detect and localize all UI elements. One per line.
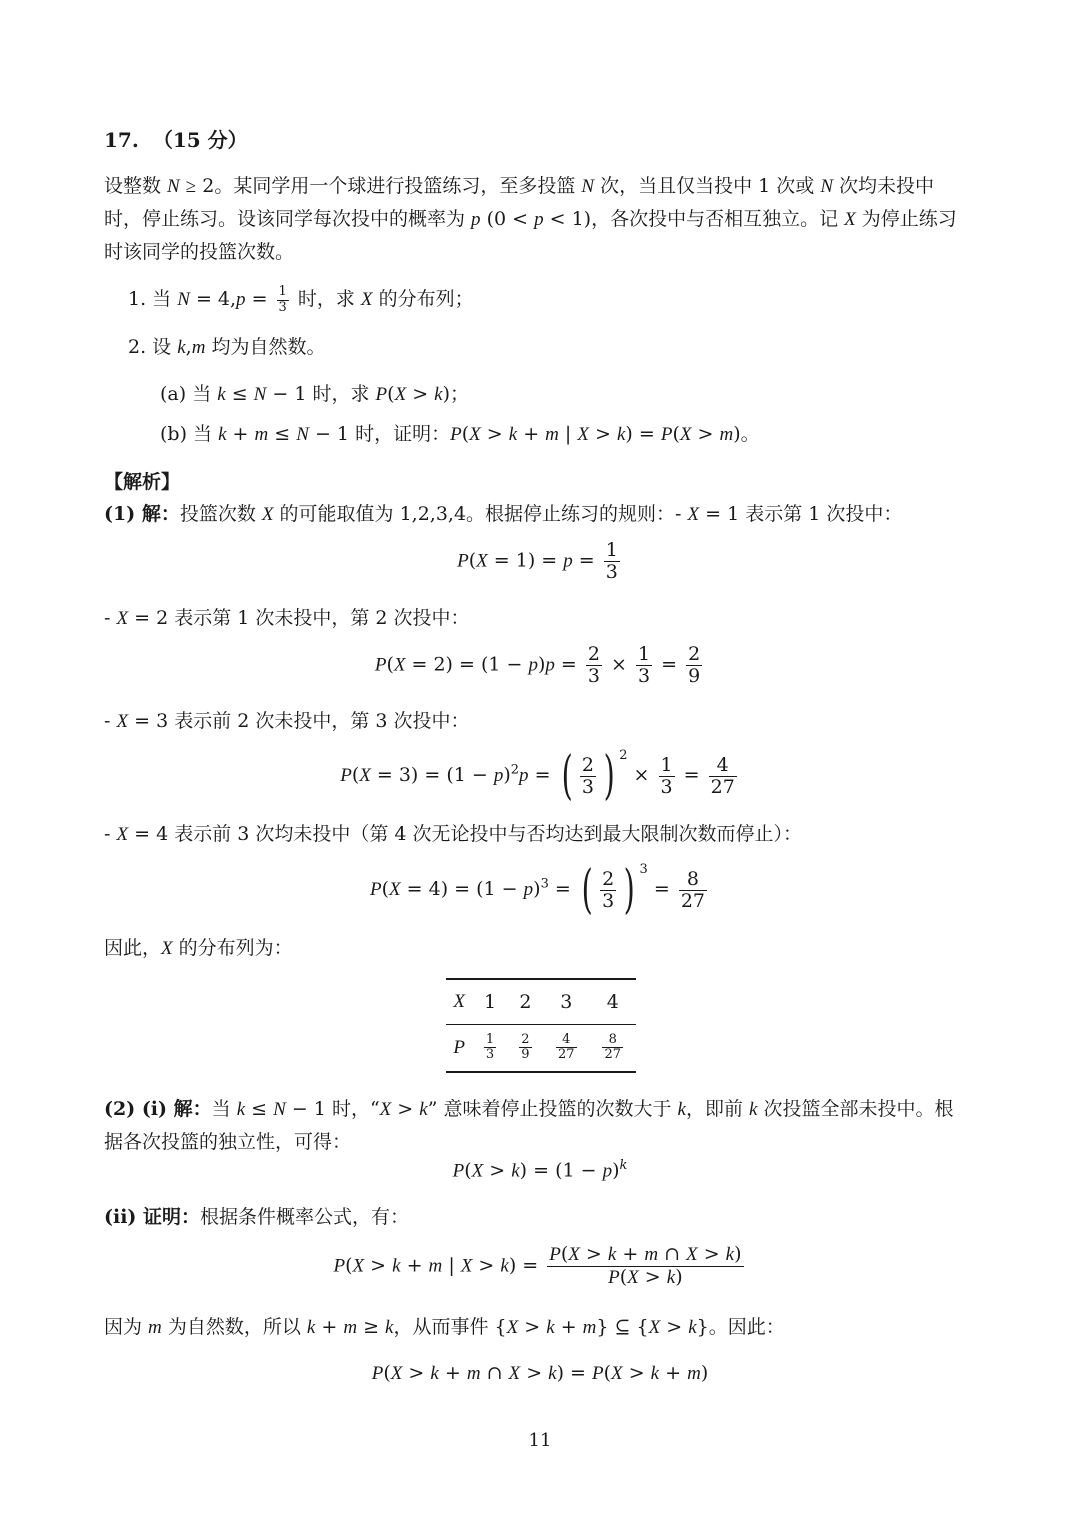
distribution-intro: 因此，X 的分布列为： bbox=[104, 937, 293, 959]
table-cell: 4 bbox=[590, 979, 637, 1025]
table-row-values bbox=[446, 979, 636, 1025]
part2i-text bbox=[104, 1093, 984, 1158]
stem-line-1: 设整数 N ≥ 2。某同学用一个球进行投篮练习，至多投篮 N 次，当且仅当投中 1 次或 N 次均未投中 bbox=[104, 175, 935, 197]
question-2b: (b) 当 k + m ≤ N − 1 时，证明：P(X > k + m | X > k) = P(X > m)。 bbox=[160, 423, 760, 445]
part1-label: (1) 解： bbox=[104, 503, 180, 525]
problem-score: （15 分） bbox=[152, 128, 248, 152]
equation-x1: P(X = 1) = p = $\frac{1}{3}$ bbox=[457, 539, 618, 583]
case-x4-text: - X = 4 表示前 3 次均未投中（第 4 次无论投中与否均达到最大限制次数而停止）： bbox=[104, 823, 803, 845]
part2ii-body: 根据条件概率公式，有： bbox=[200, 1206, 410, 1228]
table-cell: $\frac{8}{27}$ bbox=[604, 1032, 622, 1063]
distribution-table bbox=[446, 978, 636, 1073]
table-cell: $\frac{1}{3}$ bbox=[485, 1032, 495, 1063]
part2i-label: (2) (i) 解： bbox=[104, 1098, 212, 1120]
equation-intersection: P(X > k + m ∩ X > k) = P(X > k + m) bbox=[371, 1362, 709, 1384]
part1-intro: (1) 解：投篮次数 X 的可能取值为 1,2,3,4。根据停止练习的规则：- X = 1 表示第 1 次投中： bbox=[104, 503, 903, 525]
part2i-line-2: 据各次投篮的独立性，可得： bbox=[104, 1131, 352, 1153]
table-cell: X bbox=[446, 979, 472, 1025]
equation-x2: P(X = 2) = (1 − p)p = $\frac{2}{3}$ × $\frac{1}{3}$ = $\frac{2}{9}$ bbox=[374, 643, 701, 687]
problem-header bbox=[104, 124, 984, 157]
table-row-probabilities bbox=[446, 1025, 636, 1072]
problem-stem bbox=[104, 170, 984, 268]
question-1: 1. 当 N = 4,p = $\frac{1}{3}$ 时，求 X 的分布列； bbox=[128, 284, 474, 315]
because-text: 因为 m 为自然数，所以 k + m ≥ k，从而事件 {X > k + m} ⊆ {X > k}。因此： bbox=[104, 1316, 785, 1338]
problem-number: 17. bbox=[104, 128, 139, 152]
table-cell: 1 bbox=[472, 979, 507, 1025]
equation-p-greater-k: $P(X > k) = (1 - p)^k$ bbox=[452, 1158, 628, 1182]
table-cell: $\frac{4}{27}$ bbox=[558, 1032, 575, 1063]
table-cell: 3 bbox=[543, 979, 589, 1025]
equation-conditional: P(X > k + m | X > k) = $\frac{P(X > k + m \cap X > k)}{P(X > k)}$ bbox=[333, 1243, 742, 1288]
equation-x4: $P(X = 4) = (1 - p)^3$ = ( $\frac{2}{3}$ ) $^3$ = $\frac{8}{27}$ bbox=[370, 860, 705, 920]
page-number: 11 bbox=[528, 1430, 552, 1451]
table-cell: 2 bbox=[508, 979, 543, 1025]
table-cell: $\frac{2}{9}$ bbox=[521, 1032, 530, 1063]
question-2: 2. 设 k,m 均为自然数。 bbox=[128, 336, 326, 358]
case-x3-text: - X = 3 表示前 2 次未投中，第 3 次投中： bbox=[104, 710, 470, 732]
part2i-line-1: (2) (i) 解：当 k ≤ N − 1 时，“X > k” 意味着停止投篮的次数大于 k，即前 k 次投篮全部未投中。根 bbox=[104, 1098, 954, 1120]
case-x2-text: - X = 2 表示第 1 次未投中，第 2 次投中： bbox=[104, 607, 470, 629]
part2ii-label: (ii) 证明： bbox=[104, 1206, 201, 1228]
stem-line-3: 时该同学的投篮次数。 bbox=[104, 241, 295, 263]
equation-x3: $P(X = 3) = (1 - p)^2p$ = ( $\frac{2}{3}$ ) $^2$ × $\frac{1}{3}$ = $\frac{4}{27}$ bbox=[340, 746, 735, 806]
stem-line-2: 时，停止练习。设该同学每次投中的概率为 p (0 < p < 1)，各次投中与否相互独立。记 X 为停止练习 bbox=[104, 208, 957, 230]
table-cell: P bbox=[453, 1036, 465, 1058]
solution-header: 【解析】 bbox=[104, 471, 181, 493]
part2ii-text bbox=[104, 1201, 984, 1233]
question-2a: (a) 当 k ≤ N − 1 时，求 P(X > k)； bbox=[160, 383, 470, 405]
